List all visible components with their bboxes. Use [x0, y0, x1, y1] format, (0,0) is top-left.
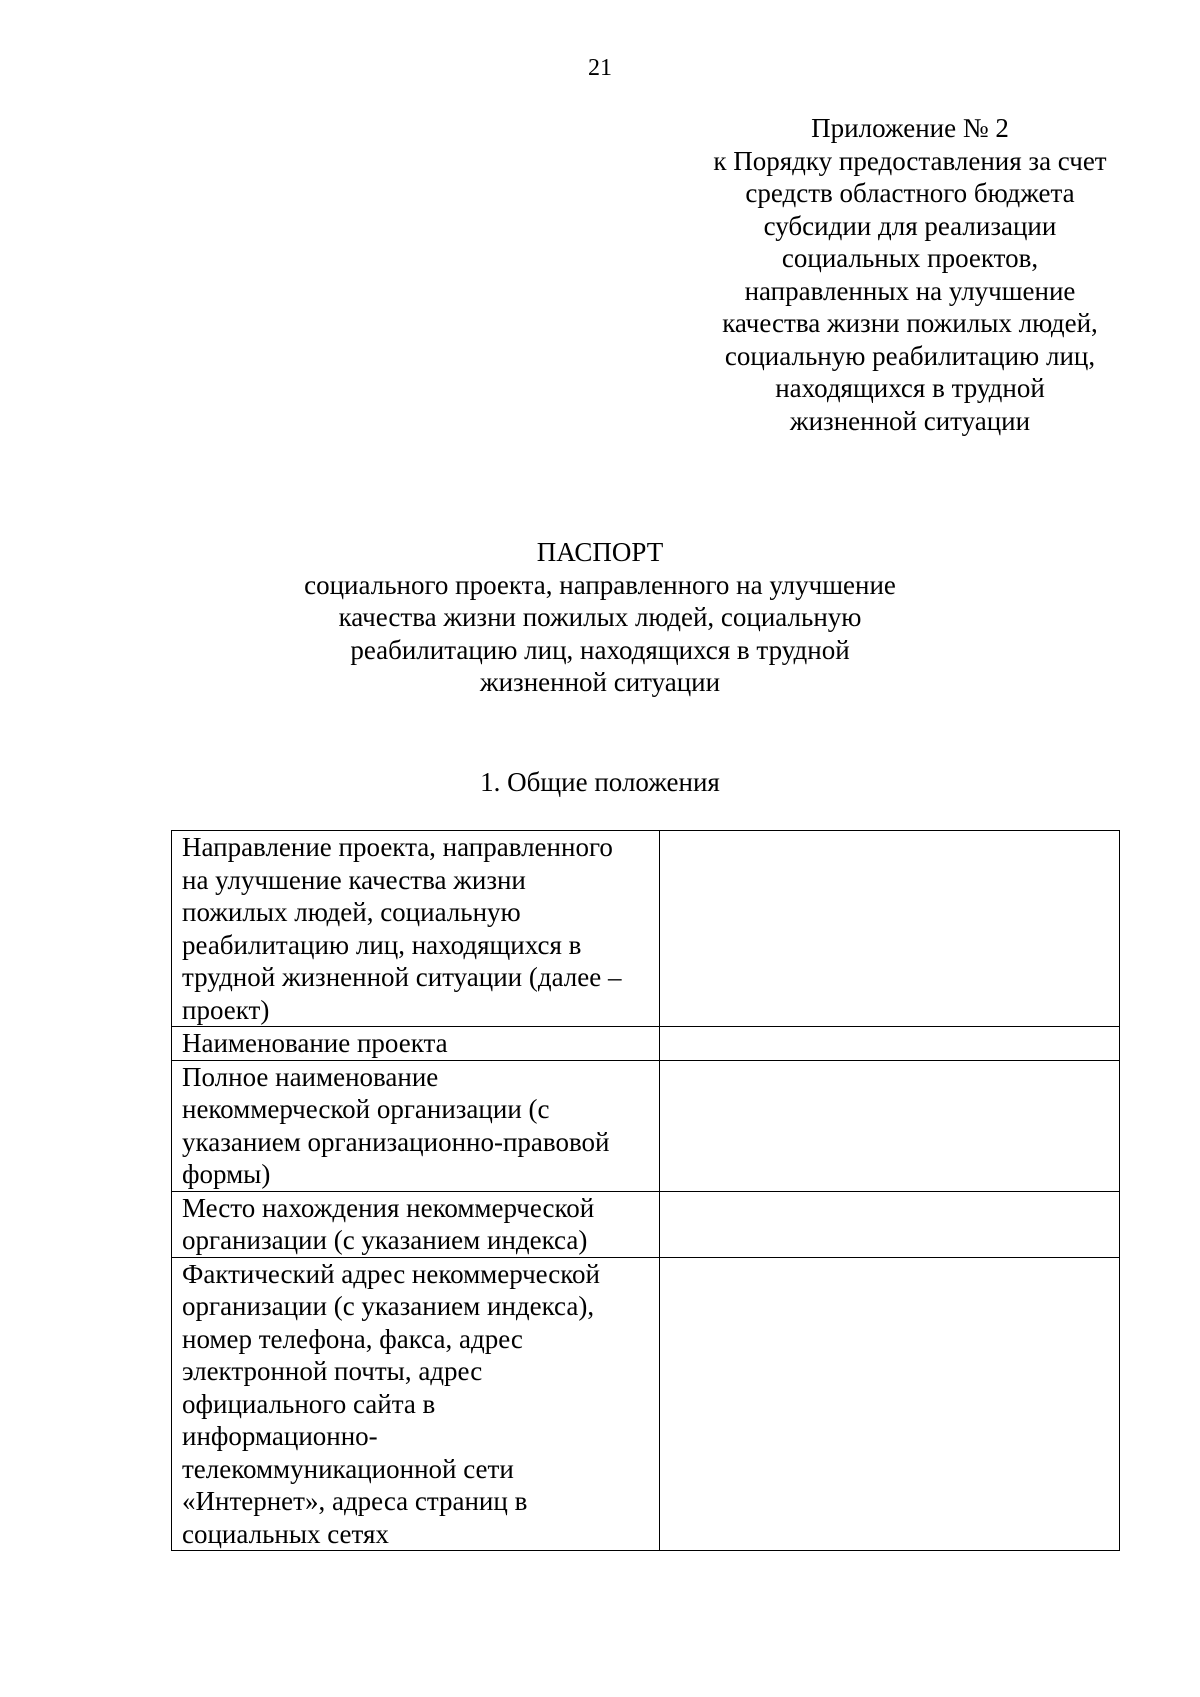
- cell-line: пожилых людей, социальную: [182, 897, 521, 927]
- cell-line: электронной почты, адрес: [182, 1356, 483, 1386]
- table-row: [172, 831, 1120, 1027]
- page-number: 21: [588, 55, 612, 81]
- row-value-project-name[interactable]: [660, 1027, 1120, 1061]
- table-row: [172, 1060, 1120, 1191]
- cell-line: Полное наименование: [182, 1061, 439, 1092]
- appendix-line: жизненной ситуации: [789, 405, 1031, 436]
- cell-line: некоммерческой организации (с: [182, 1094, 550, 1124]
- cell-line: Место нахождения некоммерческой: [182, 1192, 595, 1223]
- cell-line: номер телефона, факса, адрес: [182, 1323, 523, 1354]
- appendix-line: социальных проектов,: [781, 243, 1039, 273]
- cell-line: «Интернет», адреса страниц в: [182, 1486, 528, 1516]
- cell-line: социальных сетях: [182, 1518, 389, 1549]
- cell-line: Фактический адрес некоммерческой: [182, 1258, 600, 1289]
- cell-line: трудной жизненной ситуации (далее –: [182, 962, 622, 992]
- cell-line: формы): [182, 1159, 271, 1189]
- appendix-line: направленных на улучшение: [744, 275, 1076, 306]
- row-label-actual-address-contacts: [172, 1257, 660, 1551]
- table-row: [172, 1257, 1120, 1551]
- appendix-line: социальную реабилитацию лиц,: [724, 340, 1096, 371]
- appendix-line: Приложение № 2: [811, 113, 1009, 143]
- row-value-project-direction[interactable]: [660, 831, 1120, 1027]
- cell-line: Наименование проекта: [182, 1028, 448, 1058]
- cell-line: на улучшение качества жизни: [182, 864, 526, 895]
- appendix-line: субсидии для реализации: [763, 210, 1057, 241]
- cell-line: проект): [182, 994, 270, 1025]
- cell-line: официального сайта в: [182, 1388, 436, 1419]
- passport-title: ПАСПОРТ: [536, 537, 664, 567]
- table-row: [172, 1191, 1120, 1257]
- row-label-organization-location: [172, 1191, 660, 1257]
- cell-line: организации (с указанием индекса),: [182, 1291, 595, 1321]
- cell-line: Направление проекта, направленного: [182, 832, 613, 862]
- passport-subtitle-line: социального проекта, направленного на улучшение: [304, 569, 896, 600]
- passport-subtitle-line: жизненной ситуации: [479, 667, 721, 697]
- table-row: [172, 1027, 1120, 1061]
- row-label-project-direction: [172, 831, 660, 1027]
- cell-line: информационно-: [182, 1421, 378, 1451]
- appendix-line: к Порядку предоставления за счет: [713, 145, 1107, 176]
- row-value-actual-address-contacts[interactable]: [660, 1257, 1120, 1551]
- cell-line: организации (с указанием индекса): [182, 1225, 588, 1255]
- cell-line: телекоммуникационной сети: [182, 1453, 514, 1484]
- passport-subtitle-line: реабилитацию лиц, находящихся в трудной: [350, 634, 850, 665]
- row-label-organization-full-name: [172, 1060, 660, 1191]
- row-value-organization-full-name[interactable]: [660, 1060, 1120, 1191]
- section-title: 1. Общие положения: [480, 767, 720, 797]
- passport-heading: [0, 536, 1200, 699]
- appendix-line: средств областного бюджета: [745, 178, 1075, 208]
- cell-line: реабилитацию лиц, находящихся в: [182, 929, 582, 960]
- row-value-organization-location[interactable]: [660, 1191, 1120, 1257]
- appendix-header: [680, 112, 1140, 437]
- cell-line: указанием организационно-правовой: [182, 1126, 610, 1157]
- general-info-table: [171, 830, 1120, 1551]
- appendix-line: находящихся в трудной: [775, 373, 1045, 403]
- appendix-line: качества жизни пожилых людей,: [722, 308, 1098, 338]
- row-label-project-name: [172, 1027, 660, 1061]
- passport-subtitle-line: качества жизни пожилых людей, социальную: [338, 602, 862, 632]
